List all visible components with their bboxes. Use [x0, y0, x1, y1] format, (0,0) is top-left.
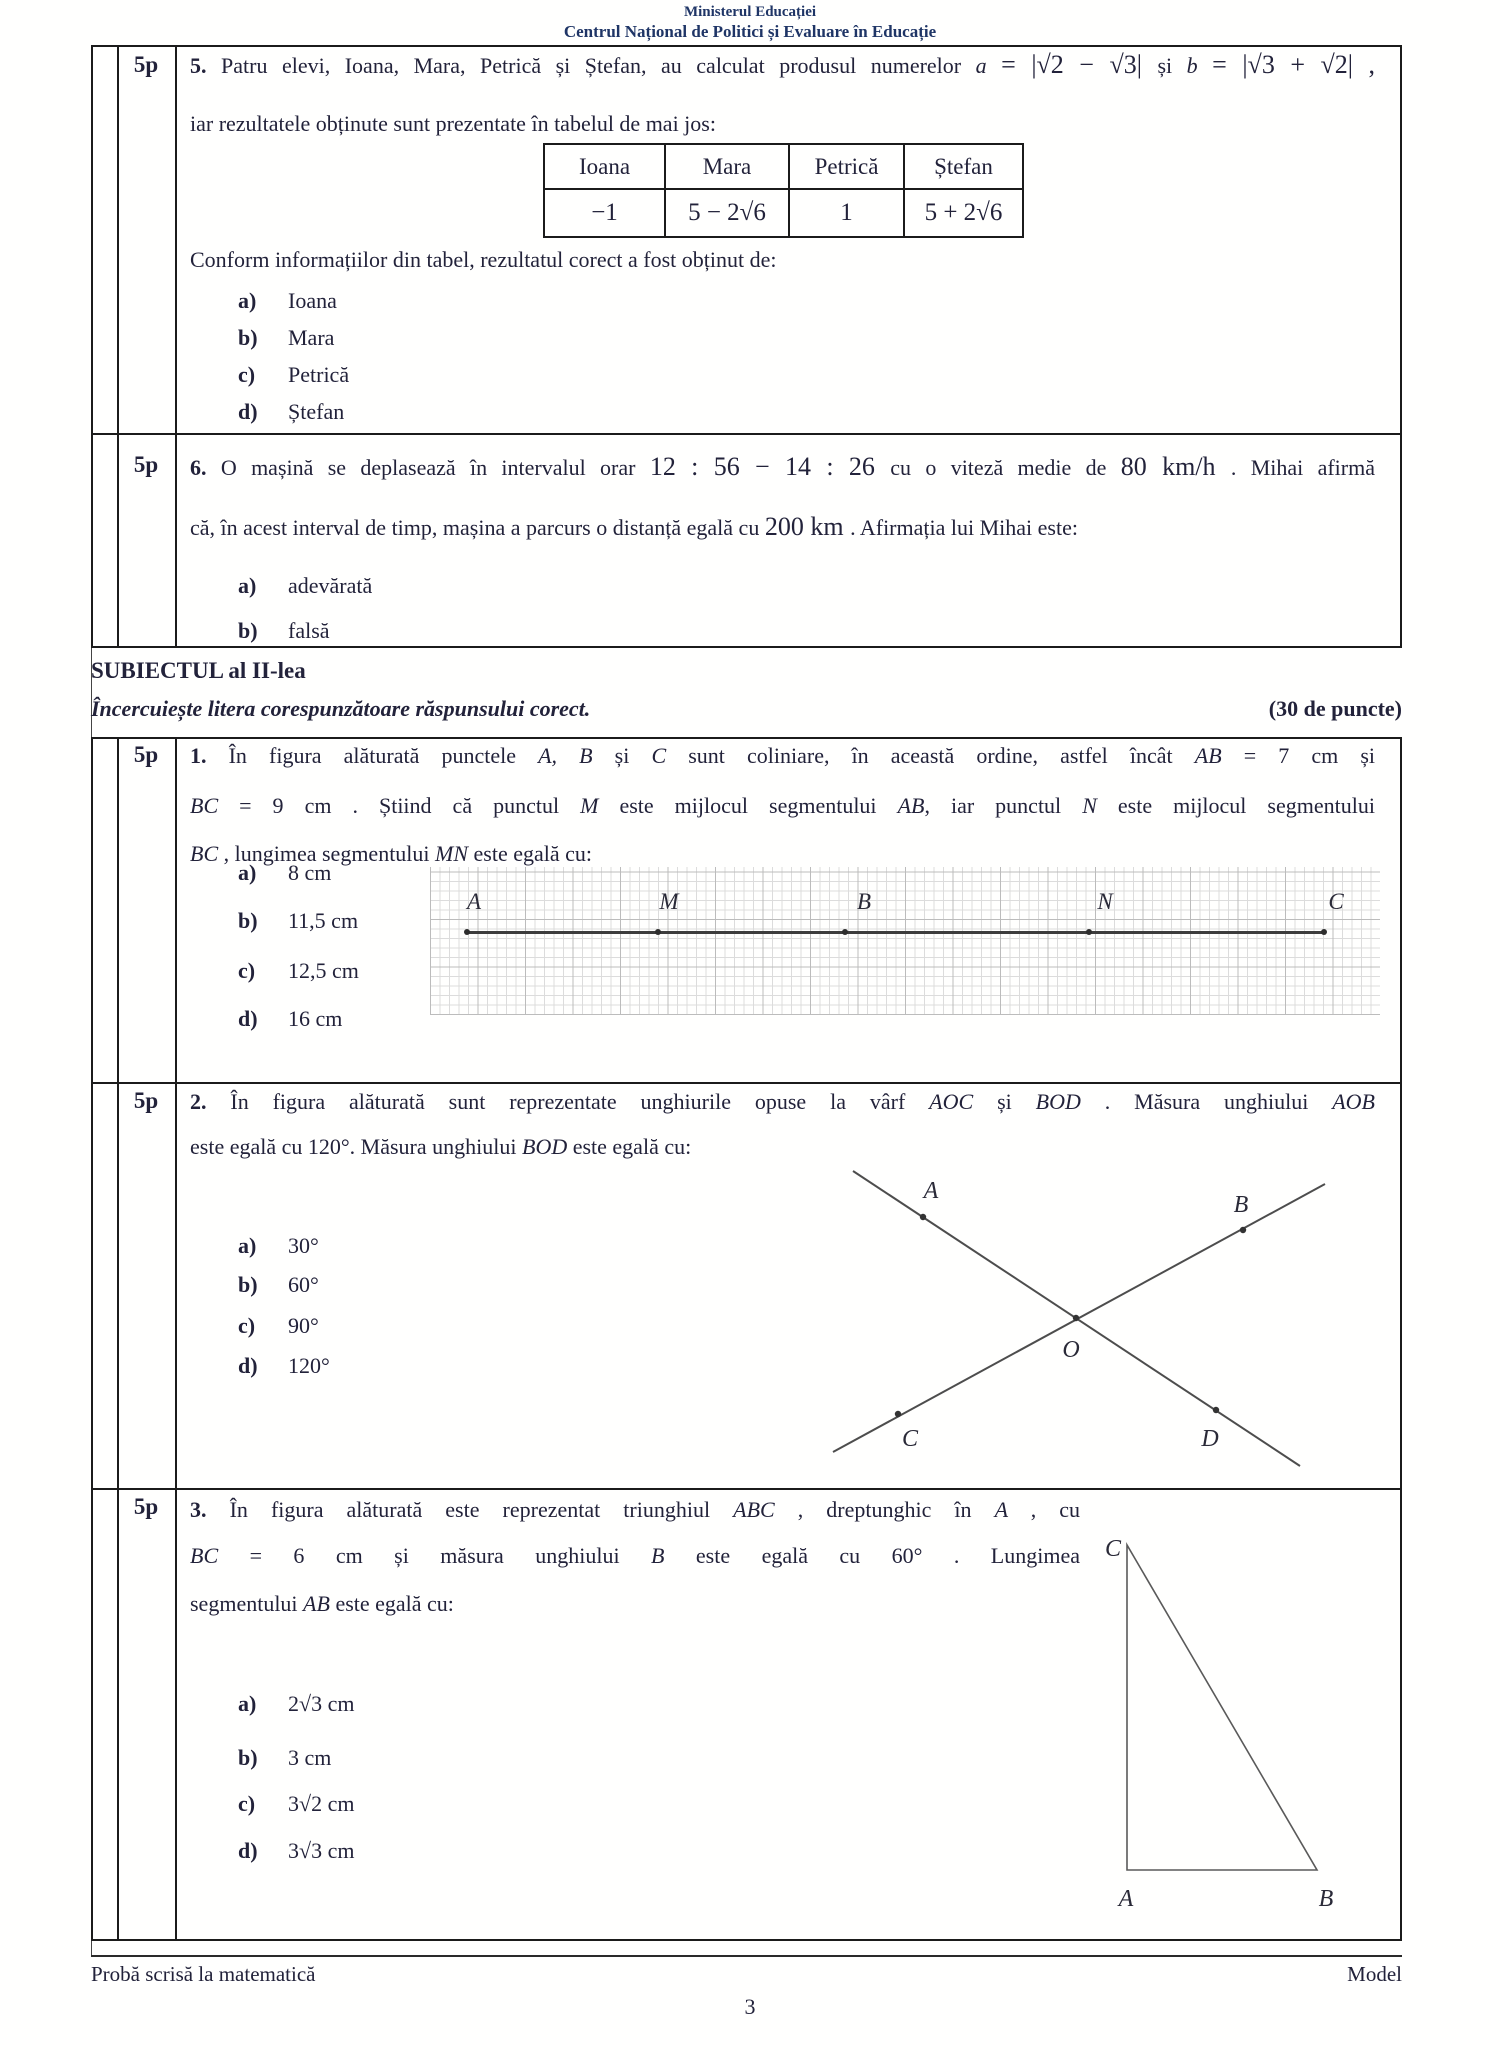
text-segment: AB: [303, 1591, 336, 1616]
point-label-O: O: [1062, 1337, 1080, 1363]
header-institution: Centrul Național de Politici și Evaluare în Educație: [563, 22, 937, 41]
footer-rule: [91, 1955, 1402, 1957]
figure-vertical-angles: [820, 1150, 1340, 1470]
text-segment: ABC: [733, 1497, 798, 1522]
text-segment: 12 : 56 − 14 : 26: [649, 452, 891, 481]
subject2-instruction-row: [91, 696, 1402, 722]
question-3-line-1: [190, 1494, 1080, 1526]
text-segment: AOB: [1332, 1089, 1375, 1114]
question-3-line-2: [190, 1540, 1080, 1572]
option-text: 90°: [288, 1313, 319, 1338]
q6-option-b: [238, 618, 330, 644]
text-segment: este mijlocul segmentului: [619, 793, 898, 818]
text-segment: = 9 cm . Știind că punctul: [239, 793, 581, 818]
option-letter: c): [238, 1791, 256, 1816]
option-text: 3 cm: [288, 1745, 332, 1770]
text-segment: BC: [190, 793, 240, 818]
text-segment: a: [975, 53, 1002, 78]
text-segment: este mijlocul segmentului: [1117, 793, 1375, 818]
point-dot-B: [842, 929, 848, 935]
text-segment: și: [1360, 743, 1375, 768]
text-segment: BC: [190, 1543, 250, 1568]
table-value-cell: 5 − 2√6: [665, 189, 789, 237]
text-segment: . Măsura unghiului: [1104, 1089, 1333, 1114]
point-dot-B: [1240, 1227, 1246, 1233]
point-label-C: C: [1328, 889, 1344, 914]
option-text: 30°: [288, 1233, 319, 1258]
text-segment: sunt coliniare, în această ordine, astfel încât: [688, 743, 1195, 768]
q3-option-a: [238, 1691, 354, 1717]
text-segment: și: [614, 743, 652, 768]
table-value-cell: −1: [544, 189, 665, 237]
q3-option-c: [238, 1791, 354, 1817]
text-segment: b: [1186, 53, 1213, 78]
option-text: 120°: [288, 1353, 330, 1378]
q5-option-a: [238, 288, 337, 314]
point-label-C: C: [1104, 1536, 1122, 1562]
table-value-cell: 1: [789, 189, 904, 237]
points-column-divider: [175, 47, 177, 646]
point-label-N: N: [1097, 889, 1113, 914]
option-letter: c): [238, 1313, 256, 1338]
point-dot-A: [464, 929, 470, 935]
row-divider: [93, 1488, 1400, 1490]
option-letter: b): [238, 1272, 258, 1297]
text-segment: AOC: [929, 1089, 998, 1114]
q5-option-b: [238, 325, 334, 351]
point-label-C: C: [901, 1426, 919, 1452]
point-label-M: M: [659, 889, 679, 914]
box-divider: [117, 739, 119, 1939]
text-segment: 80 km/h: [1120, 452, 1231, 481]
option-text: adevărată: [288, 573, 373, 598]
text-segment: BOD: [1035, 1089, 1105, 1114]
option-letter: a): [238, 1233, 257, 1258]
option-letter: c): [238, 362, 256, 387]
q6-option-a: [238, 573, 372, 599]
q2-option-b: [238, 1272, 319, 1298]
text-segment: Conform informațiilor din tabel, rezultatul corect a fost obținut de:: [190, 247, 777, 272]
table-value-cell: 5 + 2√6: [904, 189, 1023, 237]
question-6-line-2: [190, 512, 1078, 544]
option-text: falsă: [288, 618, 330, 643]
text-segment: = 7 cm: [1243, 743, 1361, 768]
text-segment: BC: [190, 841, 224, 866]
q1-option-b: [238, 908, 358, 934]
point-label-A: A: [466, 889, 482, 914]
point-label-B: B: [856, 889, 872, 914]
q2-option-c: [238, 1313, 319, 1339]
segment-line: [467, 931, 1324, 934]
header-ministry: Ministerul Educației: [683, 4, 817, 20]
option-letter: d): [238, 1353, 258, 1378]
q5-option-c: [238, 362, 349, 388]
point-dot-A: [920, 1214, 926, 1220]
text-segment: iar rezultatele obținute sunt prezentate în tabelul de mai jos:: [190, 111, 716, 136]
option-text: 3√2 cm: [288, 1791, 355, 1816]
point-label-A: A: [923, 1178, 939, 1204]
points-label-q5: 5p: [133, 52, 159, 77]
text-segment: 2.: [190, 1089, 231, 1114]
question-3-line-3: [190, 1588, 454, 1620]
q3-option-d: [238, 1838, 354, 1864]
row-divider: [93, 433, 1400, 435]
figure-collinear-points: [430, 867, 1380, 1015]
option-letter: b): [238, 325, 258, 350]
point-label-A: A: [1118, 1886, 1134, 1912]
option-letter: d): [238, 399, 258, 424]
points-label-q3: 5p: [133, 1494, 159, 1519]
text-segment: N: [1082, 793, 1118, 818]
text-segment: C: [651, 743, 689, 768]
point-dot-N: [1086, 929, 1092, 935]
text-segment: segmentului: [190, 1591, 304, 1616]
question-5-prompt: [190, 244, 777, 276]
point-dot-C: [1321, 929, 1327, 935]
text-segment: și: [1157, 53, 1187, 78]
text-segment: MN: [435, 841, 474, 866]
option-text: Ștefan: [288, 399, 345, 424]
text-segment: , cu: [1030, 1497, 1081, 1522]
option-text: Petrică: [288, 362, 350, 387]
text-segment: În figura alăturată este reprezentat triunghiul: [229, 1497, 734, 1522]
text-segment: este egală cu 120°. Măsura unghiului: [190, 1134, 522, 1159]
points-label-q1: 5p: [133, 742, 159, 767]
text-segment: BOD: [522, 1134, 573, 1159]
text-segment: = |√3 + √2| ,: [1212, 50, 1375, 79]
q1-option-d: [238, 1006, 342, 1032]
option-text: 11,5 cm: [288, 908, 359, 933]
text-segment: În figura alăturată sunt reprezentate unghiurile opuse la vârf: [230, 1089, 930, 1114]
option-letter: b): [238, 908, 258, 933]
option-text: 16 cm: [288, 1006, 343, 1031]
option-text: Ioana: [288, 288, 337, 313]
text-segment: 6.: [190, 455, 221, 480]
text-segment: este egală cu 60° . Lungimea: [695, 1543, 1080, 1568]
table-header-cell: Ioana: [544, 144, 665, 189]
footer-left: Probă scrisă la matematică: [91, 1962, 316, 1986]
text-segment: 5.: [190, 53, 222, 78]
option-text: Mara: [288, 325, 335, 350]
option-text: 8 cm: [288, 860, 332, 885]
q1-option-c: [238, 958, 359, 984]
point-dot-M: [655, 929, 661, 935]
text-segment: . Mihai afirmă: [1230, 455, 1375, 480]
text-segment: , dreptunghic în: [797, 1497, 995, 1522]
subject2-instruction: Încercuiește litera corespunzătoare răspunsului corect.: [91, 696, 591, 721]
row-divider: [93, 1082, 1400, 1084]
q3-option-b: [238, 1745, 331, 1771]
figure-right-triangle: [1080, 1530, 1410, 1920]
option-letter: b): [238, 1745, 258, 1770]
text-segment: 1.: [190, 743, 229, 768]
text-segment: Patru elevi, Ioana, Mara, Petrică și Ștefan, au calculat produsul numerelor: [221, 53, 976, 78]
text-segment: că, în acest interval de timp, mașina a parcurs o distanță egală cu: [190, 515, 765, 540]
text-segment: și: [997, 1089, 1036, 1114]
text-segment: este egală cu:: [572, 1134, 692, 1159]
option-letter: b): [238, 618, 258, 643]
text-segment: O mașină se deplasează în intervalul orar: [220, 455, 650, 480]
table-value-row: [544, 189, 1023, 237]
text-segment: AB: [1194, 743, 1244, 768]
footer-right: Model: [1347, 1962, 1402, 1986]
subject2-points: (30 de puncte): [1268, 696, 1402, 721]
text-segment: În figura alăturată punctele: [228, 743, 539, 768]
text-segment: , iar punctul: [924, 793, 1083, 818]
question-6-line-1: [190, 452, 1375, 484]
text-segment: 3.: [190, 1497, 230, 1522]
option-text: 2√3 cm: [288, 1691, 355, 1716]
points-label-q2: 5p: [133, 1088, 159, 1113]
text-segment: cu o viteză medie de: [890, 455, 1121, 480]
point-dot-O: [1073, 1315, 1079, 1321]
question-2-line-1: [190, 1086, 1375, 1118]
option-text: 3√3 cm: [288, 1838, 355, 1863]
table-header-cell: Petrică: [789, 144, 904, 189]
question-2-line-2: [190, 1131, 691, 1163]
point-label-B: B: [1233, 1192, 1249, 1218]
triangle-ABC: [1127, 1545, 1317, 1870]
table-header-row: [544, 144, 1023, 189]
page-number: 3: [744, 1994, 756, 2019]
table-header-cell: Mara: [665, 144, 789, 189]
text-segment: A: [994, 1497, 1031, 1522]
q2-option-a: [238, 1233, 319, 1259]
points-label-q6: 5p: [133, 452, 159, 477]
text-segment: este egală cu:: [473, 841, 593, 866]
point-label-D: D: [1201, 1426, 1219, 1452]
table-header-cell: Ștefan: [904, 144, 1023, 189]
text-segment: este egală cu:: [335, 1591, 454, 1616]
point-label-B: B: [1318, 1886, 1334, 1912]
text-segment: , lungimea segmentului: [223, 841, 436, 866]
text-segment: . Afirmația lui Mihai este:: [850, 515, 1078, 540]
option-letter: a): [238, 860, 257, 885]
question-5-line-1: [190, 50, 1375, 82]
question-1-line-2: [190, 790, 1375, 822]
question-5-line-2: [190, 108, 716, 140]
text-segment: 200 km: [764, 512, 851, 541]
option-letter: a): [238, 573, 257, 598]
option-letter: a): [238, 1691, 257, 1716]
point-dot-D: [1213, 1407, 1219, 1413]
option-letter: d): [238, 1006, 258, 1031]
q5-option-d: [238, 399, 344, 425]
text-segment: = |√2 − √3|: [1001, 50, 1158, 79]
q1-option-a: [238, 860, 331, 886]
option-text: 12,5 cm: [288, 958, 359, 983]
option-letter: d): [238, 1838, 258, 1863]
text-segment: A, B: [538, 743, 615, 768]
text-segment: = 6 cm și măsura unghiului: [249, 1543, 652, 1568]
results-table: [543, 143, 1024, 238]
option-letter: a): [238, 288, 257, 313]
question-1-line-1: [190, 740, 1375, 772]
q2-option-d: [238, 1353, 330, 1379]
point-dot-C: [895, 1411, 901, 1417]
text-segment: M: [580, 793, 620, 818]
box-divider: [117, 47, 119, 646]
text-segment: AB: [897, 793, 925, 818]
points-column-divider: [175, 739, 177, 1939]
option-letter: c): [238, 958, 256, 983]
option-text: 60°: [288, 1272, 319, 1297]
subject2-title: SUBIECTUL al II-lea: [91, 658, 306, 683]
text-segment: B: [651, 1543, 696, 1568]
